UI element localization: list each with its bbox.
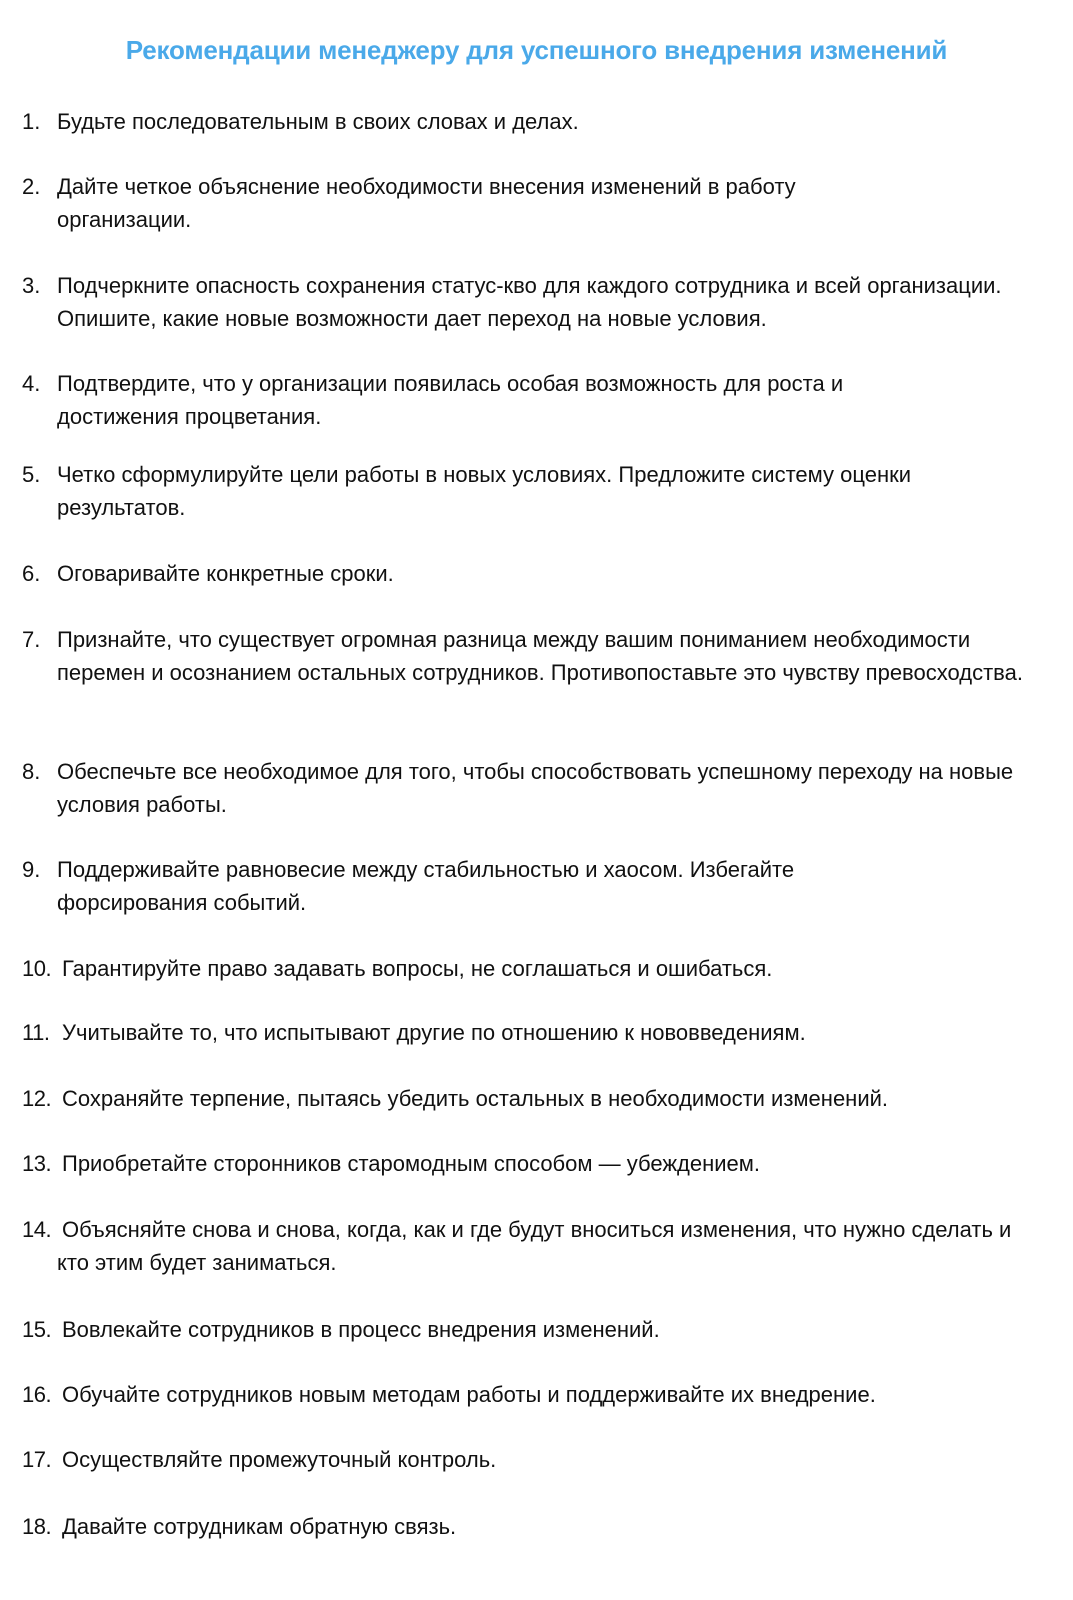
item-text: Приобретайте сторонников старомодным способом — убеждением. (62, 1151, 761, 1176)
list-item (22, 458, 1052, 524)
list-item (22, 1510, 1052, 1543)
item-number: 7. (22, 627, 41, 652)
list-item (22, 1443, 1052, 1476)
item-number: 14. (22, 1217, 52, 1242)
list-item (22, 623, 1052, 689)
item-text: Учитывайте то, что испытывают другие по отношению к нововведениям. (62, 1020, 806, 1045)
item-number: 17. (22, 1447, 52, 1472)
item-text: Давайте сотрудникам обратную связь. (62, 1514, 457, 1539)
item-text: Вовлекайте сотрудников в процесс внедрения изменений. (62, 1317, 660, 1342)
page-title: Рекомендации менеджеру для успешного внедрения изменений (125, 35, 948, 66)
item-number: 4. (22, 371, 41, 396)
item-text: Будьте последовательным в своих словах и делах. (57, 109, 579, 134)
item-number: 1. (22, 109, 41, 134)
list-item (22, 367, 1052, 433)
list-item (22, 269, 1052, 335)
item-text: Четко сформулируйте цели работы в новых условиях. Предложите систему оценки результатов. (57, 462, 912, 520)
item-number: 2. (22, 174, 41, 199)
item-number: 5. (22, 462, 41, 487)
item-number: 16. (22, 1382, 52, 1407)
list-item (22, 755, 1052, 821)
item-number: 9. (22, 857, 41, 882)
item-number: 10. (22, 956, 52, 981)
item-text: Подтвердите, что у организации появилась особая возможность для роста и достижения процветания. (57, 371, 844, 429)
item-text: Обучайте сотрудников новым методам работы и поддерживайте их внедрение. (62, 1382, 876, 1407)
item-number: 13. (22, 1151, 52, 1176)
item-text: Дайте четкое объяснение необходимости внесения изменений в работу организации. (57, 174, 796, 232)
item-number: 3. (22, 273, 41, 298)
list-item (22, 1016, 1052, 1049)
list-item (22, 1313, 1052, 1346)
list-item (22, 1082, 1052, 1115)
list-item (22, 557, 1052, 590)
list-item (22, 1147, 1052, 1180)
item-number: 6. (22, 561, 41, 586)
item-text: Осуществляйте промежуточный контроль. (62, 1447, 497, 1472)
item-text: Гарантируйте право задавать вопросы, не соглашаться и ошибаться. (62, 956, 773, 981)
list-item (22, 170, 1052, 236)
item-number: 12. (22, 1086, 52, 1111)
item-number: 15. (22, 1317, 52, 1342)
list-item (22, 853, 1052, 919)
list-item (22, 952, 1052, 985)
item-text: Признайте, что существует огромная разница между вашим пониманием необходимости перемен и осознанием остальных сотрудников. Противопоставьте это чувству превосходства. (57, 627, 1023, 685)
item-number: 11. (22, 1020, 50, 1045)
list-item (22, 105, 1052, 138)
item-number: 8. (22, 759, 41, 784)
item-text: Объясняйте снова и снова, когда, как и где будут вноситься изменения, что нужно сделать и кто этим будет заниматься. (57, 1217, 1012, 1275)
item-number: 18. (22, 1514, 52, 1539)
item-text: Обеспечьте все необходимое для того, чтобы способствовать успешному переходу на новые условия работы. (57, 759, 1014, 817)
item-text: Поддерживайте равновесие между стабильностью и хаосом. Избегайте форсирования событий. (57, 857, 795, 915)
item-text: Сохраняйте терпение, пытаясь убедить остальных в необходимости изменений. (62, 1086, 889, 1111)
item-text: Подчеркните опасность сохранения статус-кво для каждого сотрудника и всей организации. Опишите, какие новые возможности дает переход на новые условия. (57, 273, 1002, 331)
item-text: Оговаривайте конкретные сроки. (57, 561, 394, 586)
list-item (22, 1213, 1052, 1279)
list-item (22, 1378, 1052, 1411)
